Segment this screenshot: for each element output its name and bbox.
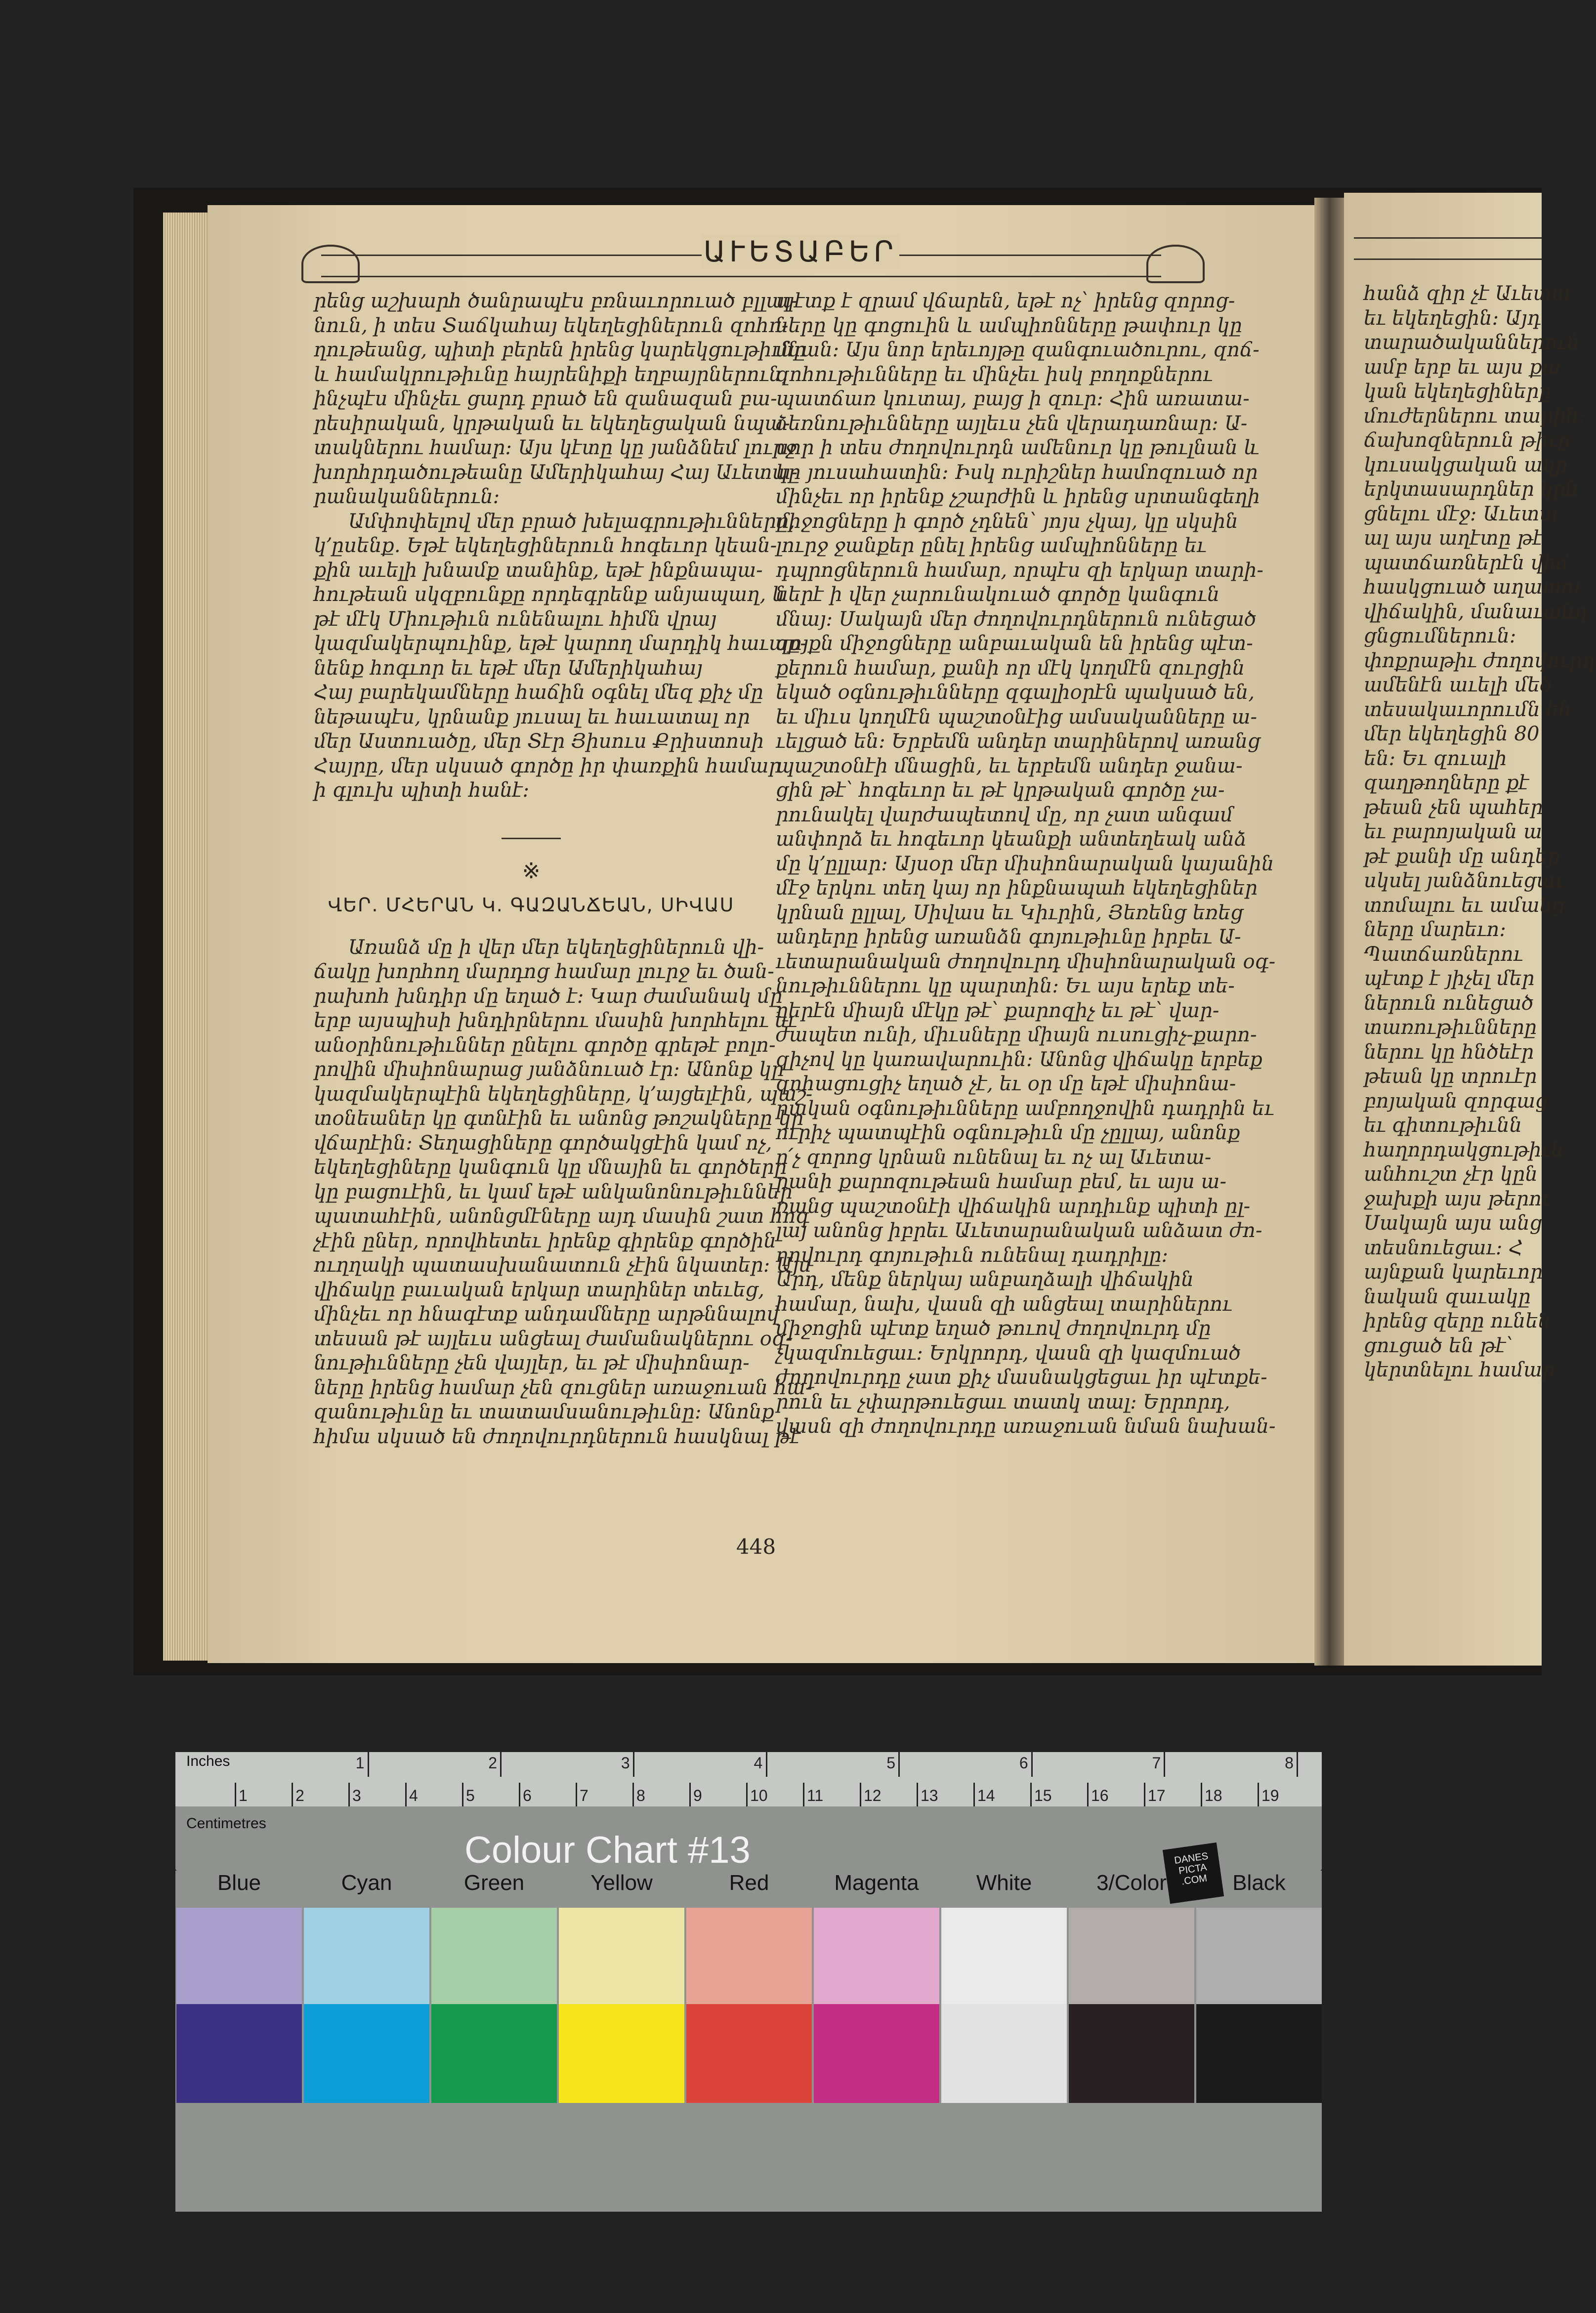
text-line: պաշտօնէի մնացին, եւ երբեմն անդեր ջանա-	[776, 754, 1243, 777]
text-line: ցնելու մէջ։ Աւետա	[1364, 502, 1558, 525]
text-line: մնայ։ Սակայն մեր ժողովուրդներուն ունեցած	[776, 607, 1257, 631]
cm-tick	[1030, 1783, 1032, 1806]
text-line: ճախոզներուն թիւը	[1364, 429, 1570, 452]
text-line: համար, նախ, վասն զի անցեալ տարիներու	[776, 1292, 1232, 1316]
swatch-label: Magenta	[834, 1871, 919, 1895]
danes-picta-logo: DANES PICTA .COM	[1163, 1842, 1224, 1904]
text-line: պէտք է զրամ վճարեն, եթէ ոչ՝ իրենց զորոց-	[776, 290, 1235, 312]
text-line: ռանց պաշտօնէի վիճակին արդիւնք պիտի ըլ-	[776, 1195, 1251, 1218]
inch-tick	[1297, 1752, 1298, 1777]
ruler-scale	[175, 1752, 1322, 1832]
text-line: մինչեւ որ իրենք չշարժին և իրենց սրտանգեղի	[776, 485, 1260, 508]
cm-tick-label: 7	[580, 1787, 588, 1804]
text-line: ինչպէս մինչեւ ցարդ բրած են զանազան բա-	[314, 387, 777, 410]
text-line: ջախքի այս թերու	[1364, 1187, 1552, 1210]
text-line: րանի քարոզութեան համար բեմ, եւ այս ա-	[776, 1170, 1226, 1193]
text-line: ամբ երբ եւ այս քա	[1364, 355, 1561, 379]
text-line: հութեան սկզբունքը որդեգրենք անյապաղ, և	[314, 583, 788, 606]
paragraph-summary	[314, 510, 807, 803]
inch-tick-label: 4	[754, 1754, 763, 1772]
swatch-dark	[431, 2004, 557, 2103]
text-line: նուն, ի տես Տաճկահայ եկեղեցիներուն զոհո-	[314, 314, 789, 337]
cm-tick-label: 13	[921, 1787, 938, 1804]
swatch-dark	[814, 2004, 939, 2103]
text-line: տեսակաւորումն են	[1364, 698, 1571, 721]
facing-page-text	[1364, 282, 1596, 1383]
text-line: ւելցած են։ Երբեմն անդեր տարիներով առանց	[776, 730, 1260, 753]
text-line: ալ այս աղէտը թէ	[1364, 527, 1543, 550]
text-line: մուժերներու տարին։	[1364, 404, 1586, 428]
text-line: կը բացուէին, եւ կամ եթէ անկանոնութիւններ	[314, 1180, 793, 1203]
paragraph-article-start	[314, 936, 813, 1450]
text-line: թէ քանի մը անդեր	[1364, 845, 1560, 868]
text-line: կը յուսահատին։ Իսկ ուրիշներ համոզուած որ	[776, 461, 1258, 484]
text-line: կազմակերպէին եկեղեցիները, կ՚այցելէին, պաշ-	[314, 1082, 813, 1106]
cm-tick-label: 9	[693, 1787, 702, 1804]
text-line: Պատճառներու	[1364, 942, 1523, 966]
inch-tick	[766, 1752, 767, 1777]
inch-tick-label: 1	[355, 1754, 365, 1772]
text-line: ի գլուխ պիտի հանէ։	[314, 779, 530, 802]
colour-chart-title: Colour Chart #13	[464, 1829, 751, 1871]
text-line: սոր ի տես ժողովուրդն ամենուր կը թուլնան և	[776, 436, 1260, 459]
swatch-light	[176, 1908, 302, 2004]
text-line: միջոցին պէտք եղած թուով ժողովուրդ մը	[776, 1317, 1211, 1340]
text-line: հասկցուած աղատու	[1364, 576, 1584, 599]
swatch-light	[1196, 1908, 1322, 2004]
text-line: իրենց զերը ունեն	[1364, 1310, 1551, 1332]
text-line: լուրջ ջանքեր ընել իրենց ամպիոնները եւ	[776, 534, 1207, 557]
swatch-label: Blue	[217, 1871, 261, 1895]
cm-tick	[235, 1783, 236, 1806]
swatch-dark	[176, 2004, 302, 2103]
book-gutter	[1314, 198, 1344, 1666]
cm-tick	[1258, 1783, 1259, 1806]
text-line: զոհութիւնները եւ մինչեւ իսկ բողոքներու	[776, 363, 1213, 386]
swatch-light	[941, 1908, 1067, 2004]
text-line: ո՛չ զորոց կրնան ունենալ եւ ոչ ալ Աւետա-	[776, 1146, 1212, 1169]
text-line: զոհացուցիչ եղած չէ, եւ օր մը եթէ միսիոնա-	[776, 1072, 1236, 1095]
cm-tick-label: 19	[1261, 1787, 1279, 1804]
text-line: ղովուրդ գոյութիւն ունենալ դադրիլը։	[776, 1243, 1169, 1267]
text-line: չկազմուեցաւ։ Երկրորդ, վասն զի կազմուած	[776, 1341, 1241, 1365]
text-line: ներու կը հնծեէր	[1364, 1040, 1534, 1064]
text-line: սկսել յանձնուեցաւ	[1364, 869, 1565, 892]
cm-tick	[405, 1783, 407, 1806]
paragraph-column-text	[776, 289, 1276, 1439]
text-line: զաղթողները քէ	[1364, 771, 1529, 794]
text-line: չէին ըներ, որովհետեւ իրենք գիրենք գործին	[314, 1229, 776, 1252]
text-line: պատահէին, անոնցմէները այդ մասին շատ հոգ	[314, 1205, 810, 1228]
cm-tick	[632, 1783, 634, 1806]
text-line: պատճառներէն վիճ	[1364, 551, 1569, 574]
cm-tick	[576, 1783, 577, 1806]
text-line: անփորձ եւ հոգեւոր կեանքի անտեղեակ անձ	[776, 828, 1247, 851]
text-line: ներէ ի վեր չարունակուած գործը կանգուն	[776, 583, 1220, 606]
section-ornament: ※	[522, 858, 541, 884]
cm-tick-label: 8	[636, 1787, 645, 1804]
swatch-dark	[941, 2004, 1067, 2103]
inch-tick	[898, 1752, 900, 1777]
text-line: թեան կը տրուէր	[1364, 1065, 1537, 1088]
text-line: լայ անոնց իբրեւ Աւետարանական անձատ ժո-	[776, 1219, 1262, 1242]
text-line: ները իրենց համար չեն զուցներ առաջուան հա-	[314, 1376, 812, 1399]
text-line: եւ բարոյական ա	[1364, 820, 1543, 843]
text-line: ւետարանական ժողովուրդ միսիոնարական օգ-	[776, 950, 1276, 973]
cm-tick-label: 3	[352, 1787, 361, 1804]
text-line: եւ եկեղեցին։ Այդ	[1364, 306, 1541, 330]
text-line: եկեղեցիները կանգուն կը մնային եւ գործերը	[314, 1156, 787, 1179]
text-line: ցուցած են թէ՝	[1364, 1334, 1513, 1357]
text-line: ցնցումներուն։	[1364, 625, 1516, 647]
text-line: տօնեաներ կը գտնէին եւ անոնց թոշակները կը	[314, 1107, 804, 1130]
swatch-label: Red	[729, 1871, 769, 1895]
text-line: մեր եկեղեցին 80	[1364, 723, 1540, 745]
left-page	[208, 205, 1314, 1663]
swatch-light	[304, 1908, 429, 2004]
page-edges	[163, 213, 208, 1661]
inch-tick	[633, 1752, 634, 1777]
text-line: մնան։ Այս նոր երեւոյթը զանգուածուրու, զոճ-	[776, 339, 1260, 361]
swatch-dark	[1196, 2004, 1322, 2103]
inch-tick	[368, 1752, 369, 1777]
cm-tick	[519, 1783, 520, 1806]
cm-tick-label: 14	[977, 1787, 995, 1804]
text-line: կերտնելու համար	[1364, 1359, 1555, 1381]
text-line: րուն եւ չփարթուեցաւ տատկ տալ։ Երրորդ,	[776, 1390, 1230, 1414]
cm-tick	[917, 1783, 918, 1806]
text-line: տեսան թէ այլեւս անցեալ ժամանակներու օգ-	[314, 1327, 793, 1350]
text-line: ղութեանց, պիտի բերեն իրենց կարեկցութիւնը	[314, 339, 806, 361]
text-line: միջոցները ի գործ չդնեն՝ յոյս չկայ, կը սկսին	[776, 510, 1238, 533]
text-line: մինչեւ որ հնագէտք անդամները արթննալով	[314, 1303, 779, 1326]
text-line: ձեռնութիւնները այլեւս չեն վերադառնար։ Ա-	[776, 412, 1248, 435]
text-line: մը կ՚ըլլար։ Այսօր մեր միսիոնարական կայանին	[776, 852, 1274, 875]
text-line: անդերը իրենց առանձն գոյութիւնը իրբեւ Ա-	[776, 926, 1241, 948]
right-column	[776, 289, 1276, 1439]
cm-tick-label: 11	[807, 1787, 824, 1804]
cm-tick	[803, 1783, 804, 1806]
text-line: տեսնուեցաւ։ Հ	[1364, 1236, 1523, 1259]
text-line: անօրինութիւններ ընելու գործը գրեթէ բոլո-	[314, 1033, 776, 1057]
swatch-dark	[686, 2004, 812, 2103]
text-line: մէջ երկու տեղ կայ որ ինքնապահ եկեղեցիներ	[776, 877, 1258, 900]
text-line: ղերէն միայն մէկը թէ՝ քարոզիչ եւ թէ՝ վար-	[776, 999, 1219, 1022]
cm-tick-label: 18	[1205, 1787, 1222, 1804]
inches-label: Inches	[186, 1753, 230, 1769]
swatch-light	[814, 1908, 939, 2004]
text-line: Արդ, մենք ներկայ անբաղձալի վիճակին	[776, 1268, 1194, 1291]
cm-tick-label: 1	[239, 1787, 248, 1804]
text-line: նեթապէս, կրնանք յուսալ եւ հաւատալ որ	[314, 705, 751, 728]
text-line: ները կը գոցուին և ամպիոնները թափուր կը	[776, 314, 1242, 337]
cm-tick	[1201, 1783, 1202, 1806]
text-line: րունակել վարժապետով մը, որ չատ անգամ	[776, 803, 1233, 826]
cm-tick-label: 2	[295, 1787, 304, 1804]
text-line: ժապետ ունի, միւսները միայն ուսուցիչ-քարո-	[776, 1024, 1257, 1046]
text-line: թէ մէկ Միութիւն ունենալու հիմն վրայ	[314, 607, 717, 631]
text-line: նութիւններու կը պարտին։ Եւ այս երեք տե-	[776, 975, 1235, 997]
text-line: բոյական զորգաց	[1364, 1089, 1548, 1113]
text-line: պատճառ կուտայ, բայց ի զուր։ Հին առատա-	[776, 387, 1250, 410]
inch-tick-label: 7	[1152, 1754, 1161, 1772]
text-line: թեան չեն պահեր	[1364, 796, 1543, 819]
text-line: կուսակցական ակր	[1364, 453, 1568, 476]
text-line: վիճակին, մանաւանդ	[1364, 600, 1588, 623]
text-line: Առանձ մը ի վեր մեր եկեղեցիներուն վի-	[348, 936, 764, 959]
text-line: և համակրութիւնը հայրենիքի եղբայրներուն,	[314, 363, 788, 386]
text-line: ուղղակի պատասխանատուն չէին նկատեր։ Այս	[314, 1254, 811, 1277]
text-line: ները մարեւո։	[1364, 918, 1506, 941]
text-line: քին աւելի խնամք տանինք, եթէ ինքնապա-	[314, 558, 763, 582]
cm-tick-label: 10	[750, 1787, 768, 1804]
cm-tick-label: 12	[864, 1787, 882, 1804]
cm-tick	[1144, 1783, 1145, 1806]
text-line: Սակայն այս անց	[1364, 1212, 1543, 1235]
text-line: զիչով կը կառավարուին։ Անոնց վիճակը երբեք	[776, 1048, 1262, 1071]
running-title: ԱՒԵՏԱԲԵՐ	[702, 235, 899, 268]
header-ornament-right	[1146, 245, 1205, 283]
inch-tick-label: 6	[1019, 1754, 1028, 1772]
text-line: կ՚ըսենք. Եթէ եկեղեցիներուն հոգեւոր կեան-	[314, 534, 777, 557]
text-line: հաղորդակցութիւն	[1364, 1138, 1564, 1161]
swatch-label: Black	[1232, 1871, 1286, 1895]
text-line: ամենէն աւելի մեծ	[1364, 674, 1552, 696]
text-line: նական զաւակը	[1364, 1285, 1531, 1308]
text-line: պէտք է յիչել մեր	[1364, 967, 1535, 990]
article-byline: ՎԵՐ. ՄՀԵՐԱՆ Կ. ԳԱԶԱՆՃԵԱՆ, ՍԻՎԱՍ	[328, 894, 735, 916]
cm-tick-label: 16	[1091, 1787, 1109, 1804]
inch-tick-label: 5	[886, 1754, 895, 1772]
swatch-label: Yellow	[590, 1871, 653, 1895]
header-ornament-left	[301, 245, 360, 283]
text-line: կազմակերպուինք, եթէ կարող մարդիկ հաւաք-	[314, 632, 807, 655]
text-line: երբ այսպիսի խնդիրներու մասին խորհելու եւ	[314, 1009, 797, 1032]
text-line: րովին միսիոնարաց յանձնուած էր։ Անոնք կը	[314, 1058, 784, 1081]
swatch-label: Green	[463, 1871, 525, 1895]
cm-tick-label: 4	[409, 1787, 418, 1804]
cm-tick-label: 6	[523, 1787, 532, 1804]
cm-tick	[292, 1783, 293, 1806]
cm-tick-label: 17	[1148, 1787, 1166, 1804]
text-line: վճարէին։ Տեղացիները գործակցէին կամ ոչ,	[314, 1131, 772, 1155]
cm-tick	[973, 1783, 975, 1806]
inch-tick	[1031, 1752, 1033, 1777]
cm-tick	[860, 1783, 861, 1806]
inch-tick	[1164, 1752, 1165, 1777]
left-column	[314, 289, 813, 1449]
text-line: քերուն համար, քանի որ մէկ կողմէն զուրցին	[776, 656, 1245, 680]
text-line: Ամփոփելով մեր բրած խելագրութիւնները,	[348, 510, 795, 533]
text-line: զանութիւնը եւ տատամսանութիւնը։ Անոնք	[314, 1401, 774, 1423]
cm-tick	[1087, 1783, 1089, 1806]
text-line: եւ միւս կողմէն պաշտօնէից ամսականները ա-	[776, 705, 1257, 728]
text-line: տոմալու եւ ամանց	[1364, 894, 1565, 917]
swatch-light	[559, 1908, 684, 2004]
swatch-dark	[559, 2004, 684, 2103]
text-line: րանականներուն։	[314, 485, 500, 508]
text-line: վասն զի ժողովուրդը առաջուան նման նախան-	[776, 1415, 1276, 1438]
cm-tick	[689, 1783, 691, 1806]
section-divider	[502, 838, 561, 839]
text-line: հանձ զիր չէ Աւետա	[1364, 282, 1570, 305]
text-line: դպրոցներուն համար, որպէս զի երկար տարի-	[776, 558, 1263, 582]
swatch-dark	[1069, 2004, 1194, 2103]
text-line: տառութիւնները	[1364, 1016, 1537, 1039]
page-number: 448	[736, 1535, 776, 1559]
text-line: րենց աշխարհ ծանրապէս բռնաւորուած բլլալ-	[314, 290, 798, 312]
text-line: փոքրաթիւ ժողովուրդ	[1364, 649, 1596, 672]
text-line: տակներու համար։ Այս կէտը կը յանձնեմ լուրջ	[314, 436, 797, 459]
text-line: տարածականներուն	[1364, 331, 1580, 354]
swatch-label: 3/Color	[1096, 1871, 1167, 1895]
text-line: եկած օգնութիւնները զգալիօրէն պակսած են,	[776, 681, 1255, 704]
text-line: են։ Եւ զուալի	[1364, 747, 1507, 770]
text-line: զոյքն միջոցները անբաւական են իրենց պէտ-	[776, 632, 1253, 655]
text-line: նենք հոգւոր եւ եթէ մեր Ամերիկահայ	[314, 656, 703, 680]
inch-tick-label: 3	[621, 1754, 630, 1772]
inch-tick	[500, 1752, 502, 1777]
text-line: ժողովուրդը չատ քիչ մասնակցեցաւ իր պէտքե-	[776, 1366, 1267, 1389]
text-line: եւ գիտութիւնն	[1364, 1114, 1522, 1137]
text-line: ցին թէ՝ հոգեւոր եւ թէ կրթական գործը չա-	[776, 779, 1225, 802]
swatch-dark	[304, 2004, 429, 2103]
facing-header-rule	[1354, 237, 1542, 260]
text-line: վիճակը բաւական երկար տարիներ տեւեց,	[314, 1278, 765, 1301]
cm-tick	[462, 1783, 463, 1806]
text-line: խորհրդածութեանը Ամերիկահայ Հայ Աւետա-	[314, 461, 798, 484]
text-line: ուրիչ պատպէին օգնութիւն մը չըլլայ, անոնք	[776, 1121, 1240, 1144]
facing-page	[1344, 193, 1596, 1666]
text-line: մեր Աստուածը, մեր Տէր Յիսուս Քրիստոսի	[314, 730, 764, 753]
swatch-label: Cyan	[341, 1871, 392, 1895]
centimetres-label: Centimetres	[186, 1815, 266, 1832]
swatch-light	[686, 1908, 812, 2004]
swatch-light	[431, 1908, 557, 2004]
cm-tick-label: 5	[466, 1787, 475, 1804]
text-line: կան եկեղեցիները	[1364, 380, 1552, 403]
inch-tick-label: 8	[1285, 1754, 1294, 1772]
text-line: րական օգնութիւնները ամբողջովին դադրին եւ	[776, 1097, 1274, 1120]
text-line: նութիւնները չեն վայլեր, եւ թէ միսիոնար-	[314, 1352, 750, 1374]
text-line: րեսիրական, կրթական եւ եկեղեցական նպա-	[314, 412, 790, 435]
text-line: Հայրը, մեր սկսած գործը իր փառքին համար	[314, 754, 782, 777]
cm-tick	[746, 1783, 748, 1806]
text-line: րախոհ խնդիր մը եղած է։ Կար ժամանակ մը	[314, 985, 783, 1008]
text-line: երկտասարդներ կրն	[1364, 478, 1578, 501]
text-line: կրնան ըլլալ, Սիվաս եւ Կիւրին, Յեռենց եռեց	[776, 901, 1243, 924]
text-line: անհուշտ չէր կըն	[1364, 1163, 1538, 1186]
text-line: Հայ բարեկամները հաճին օգնել մեզ քիչ մը	[314, 681, 763, 704]
text-line: այնքան կարեւոր	[1364, 1261, 1543, 1284]
cm-tick	[348, 1783, 350, 1806]
text-line: ճակը խորհող մարդոց համար լուրջ եւ ծան-	[314, 960, 774, 983]
text-line: հիմա սկսած են ժողովուրդներուն հասկնալ թէ	[314, 1425, 800, 1448]
swatch-light	[1069, 1908, 1194, 2004]
inch-tick-label: 2	[488, 1754, 498, 1772]
paragraph-continued	[314, 289, 806, 510]
swatch-label: White	[976, 1871, 1032, 1895]
text-line: ներուն ունեցած	[1364, 991, 1534, 1015]
cm-tick-label: 15	[1034, 1787, 1052, 1804]
